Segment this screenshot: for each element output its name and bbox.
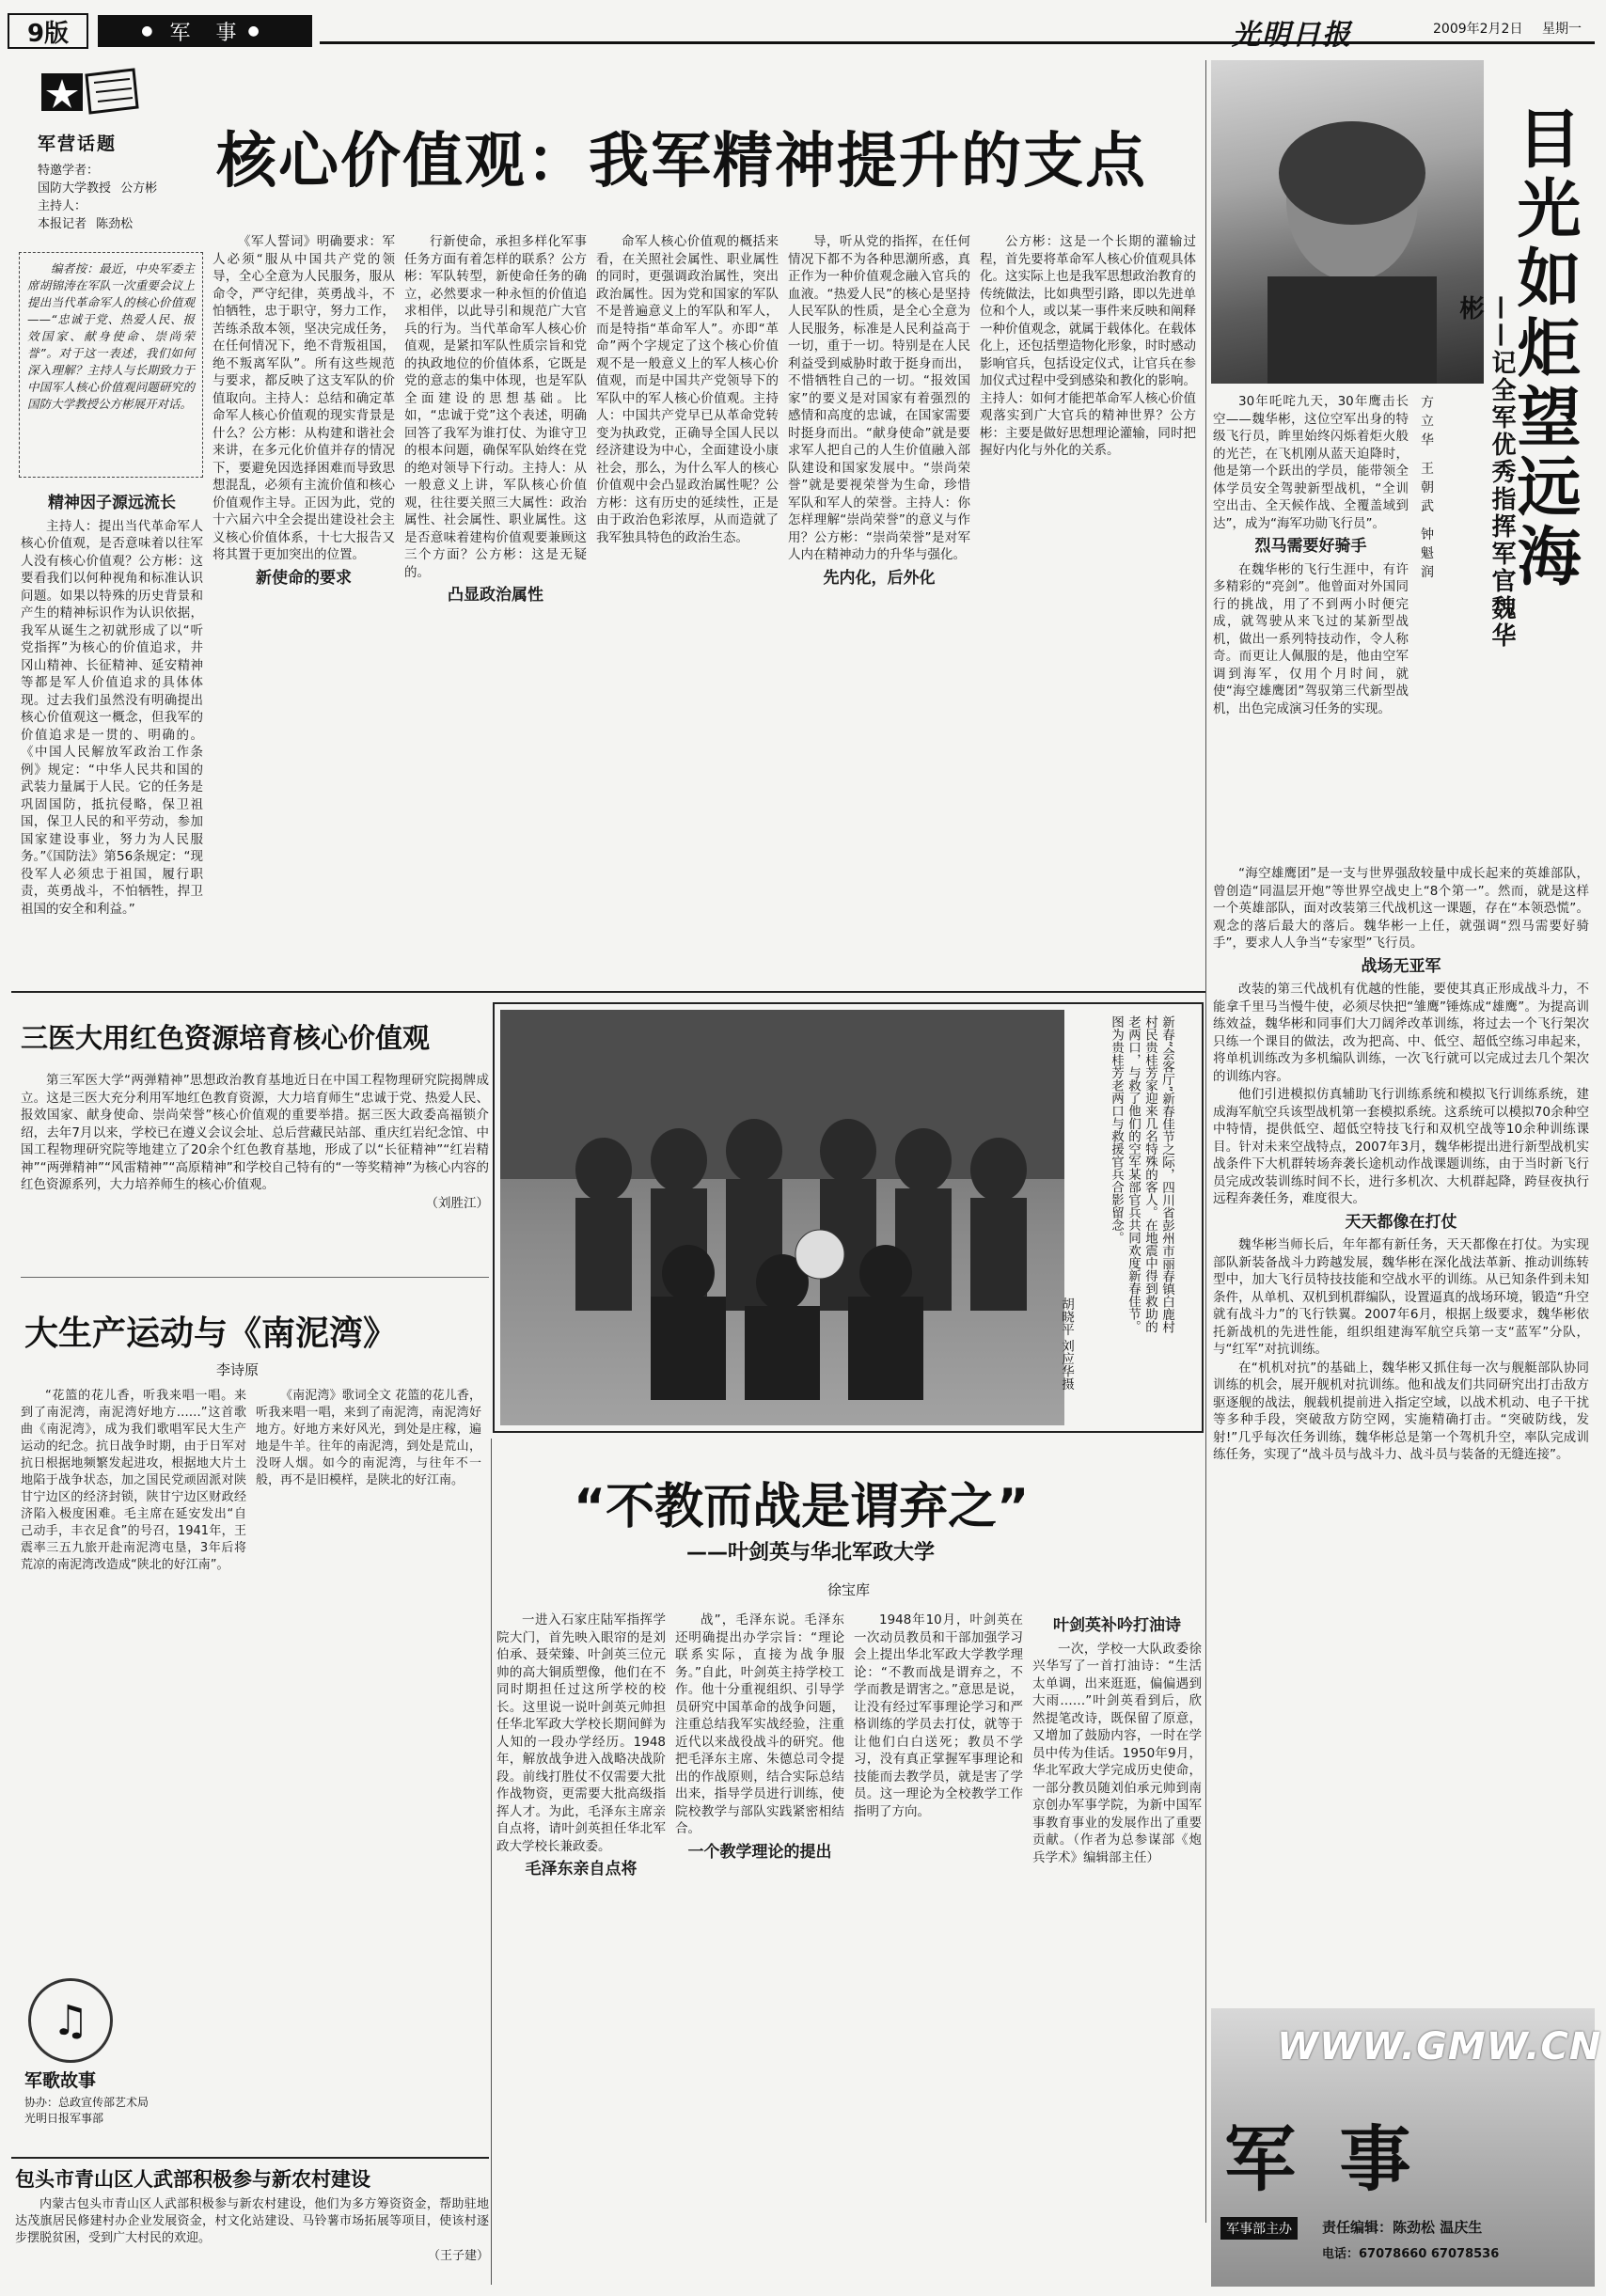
article-text-5: 导，听从党的指挥，在任何情况下都不为各种思潮所惑，真正作为一种价值观念融入官兵的血液。“热爱人民”的核心是坚持人民军队的性质，是全心全意为人民服务，标准是人民利益高于一切，重于一切。特别是在人民利益受到威胁时敢于挺身而出，不惜牺牲自己的一切。“报效国家”的要义是对国家有着强烈的感情和高度的忠诚，在国家需要时挺身而出。“献身使命”就是要求军人把自己的人生价值融入部队建设和国家发展中。“崇尚荣誉”就是要视荣誉为生命，珍惜军队和军人的荣誉。主持人：你怎样理解“崇尚荣誉”的意义与作用？公方彬：“崇尚荣誉”是对军人内在精神动力的升华与强化。 — [788, 234, 970, 562]
article-col-3 — [404, 233, 587, 987]
music-note-icon: ♫ — [52, 1996, 89, 2045]
abstract-box — [19, 252, 203, 478]
nanniwan-author: 李诗原 — [216, 1361, 260, 1378]
bottom-col-3: 1948年10月，叶剑英在一次动员教员和干部加强学习会上提出华北军政大学教学理论：“不教而战是谓弃之，不学而教是谓害之。”意思是说，让没有经过军事理论学习和严格训练的学员去打仗，就等于让他们白白送死；教员不学习，没有真正掌握军事理论和技能而去教学员，就是害了学员。这一理论为全校教学工作指明了方向。 — [854, 1612, 1023, 1819]
nanniwan-col-b: 《南泥湾》歌词全文 花篮的花儿香，听我来唱一唱，来到了南泥湾，南泥湾好地方。好地方来好风光，到处是庄稼，遍地是牛羊。往年的南泥湾，到处是荒山，没呀人烟。如今的南泥湾，与往年不一般，再不是旧模样，是陕北的好江南。 — [256, 1389, 481, 1487]
article-text-1: 主持人：提出当代革命军人核心价值观，是否意味着以往军人没有核心价值观？公方彬：这要看我们以何种视角和标准认识问题。如果以特殊的历史背景和产生的精神标识作为认识依据，我军从诞生之初就形成了以“听党指挥”为核心的价值追求，井冈山精神、长征精神、延安精神等都是军人价值追求的具体体现。过去我们虽然没有明确提出核心价值观这一概念，但我军的价值追求是一贯的、明确的。《中国人民解放军政治工作条例》规定：“中华人民共和国的武装力量属于人民。它的任务是巩固国防，抵抗侵略，保卫祖国，保卫人民的和平劳动，参加国家建设事业，努力为人民服务。”《国防法》第56条规定：“现役军人必须忠于祖国，履行职责，英勇战斗，不怕牺牲，捍卫祖国的安全和利益。” — [21, 518, 203, 917]
nanniwan-col-a: “花篮的花儿香，听我来唱一唱。来到了南泥湾，南泥湾好地方……”这首歌曲《南泥湾》，成为我们歌唱军民大生产运动的纪念。抗日战争时期，由于日军对抗日根据地频繁发起进攻，根据地大片土地陷于战争状态，加之国民党顽固派对陕甘宁边区的经济封锁，陕甘宁边区财政经济陷入极度困难。毛主席在延安发出“自己动手，丰衣足食”的号召，1941年，王震率三五九旅开赴南泥湾屯垦，3年后将荒凉的南泥湾改造成“陕北的好江南”。 — [21, 1389, 246, 1572]
divider-upper — [11, 991, 1205, 993]
song-story-label: 军歌故事 — [24, 2070, 97, 2091]
bottom-col-2: 战”，毛泽东说。毛泽东还明确提出办学宗旨：“理论联系实际，直接为战争服务。”自此，叶剑英主持学校工作。他十分重视组织、引导学员研究中国革命的战争问题，注重总结我军实战经验，注重近代以来战役战斗的研究。他把毛泽东主席、朱德总司令提出的作战原则，结合实际总结出来，指导学员进行训练，使院校教学与部队实践紧密相结合。 一个教学理论的提出 — [675, 1612, 844, 1862]
feature-col-a — [1213, 393, 1409, 863]
feature-sub1: 烈马需要好骑手 — [1254, 537, 1367, 556]
section-head-4: 先内化，后外化 — [823, 568, 936, 588]
feature-p7: 在“机机对抗”的基础上，魏华彬又抓住每一次与舰艇部队协同训练的机会，展开舰机对抗训练。他和战友们共同研究出打击敌方驱逐舰的战法，舰载机提前进入指定空域，以战术机动、电子干扰等多种手段，突破敌方防空网，实施精确打击。“突破防线，发射!”几乎每次任务训练，魏华彬总是第一个驾机升空，率队完成训练任务，实现了“战斗员与战斗力、战斗员与装备的无缝连接”。 — [1213, 1360, 1589, 1462]
article-col-4 — [596, 233, 779, 987]
song-story-credits: 协办：总政宣传部艺术局 光明日报军事部 — [24, 2096, 150, 2125]
divider-lower — [11, 2157, 489, 2159]
pilot-portrait-photo — [1211, 60, 1484, 384]
feature-p2: 在魏华彬的飞行生涯中，有许多精彩的“亮剑”。他曾面对外国同行的挑战，用了不到两小时便完成，就驾驶从来飞过的某新型战机，做出一系列特技动作，令人称奇。而更让人佩服的是，他由空军调到海军，仅用个月时间，就使“海空雄鹰团”驾驭第三代新型战机，出色完成演习任务的实现。 — [1213, 561, 1409, 716]
photo-credit: 胡晓平 刘应华摄 — [1059, 1297, 1074, 1391]
issue-date: 2009年2月2日 — [1433, 22, 1523, 37]
article-text-3: 行新使命，承担多样化军事任务方面有着怎样的联系？公方彬：军队转型，新使命任务的确立，必然要求一种永恒的价值追求相伴，以此导引和规范广大官兵的行为。当代革命军人核心价值观，是紧扣军队性质宗旨和党的执政地位的价值体系，它既是党的意志的集中体现，也是军队全面建设的思想基础。比如，“忠诚于党”这个表述，明确回答了我军为谁打仗、为谁守卫的根本问题，确保军队始终在党的绝对领导下行动。主持人：从一般意义上讲，军队核心价值观，往往要关照三大属性：政治属性、社会属性、职业属性。这是否意味着建构价值观要兼顾这三个方面？公方彬：这是无疑的。 — [404, 234, 587, 580]
feature-p4: 改装的第三代战机有优越的性能，要使其真正形成战斗力，不能拿千里马当慢牛使，必须尽快把“雏鹰”锤炼成“雄鹰”。为提高训练效益，魏华彬和同事们大刀阔斧改革训练，将过去一个飞行架次只练一个课目的做法，改为把高、中、低空、超低空练习串起来，将单机训练改为多机编队训练，一次飞行就可以完成过去几个架次的训练内容。 — [1213, 982, 1589, 1084]
editor-names: 责任编辑：陈劲松 温庆生 — [1322, 2219, 1483, 2236]
page-number-box — [8, 13, 88, 49]
issue-weekday: 星期一 — [1542, 22, 1582, 37]
red-resource-author: （刘胜江） — [425, 1195, 489, 1211]
bottom-sub1: 毛泽东亲自点将 — [525, 1860, 638, 1879]
site-url: WWW.GMW.CN — [1277, 2025, 1602, 2068]
bottom-sub2: 一个教学理论的提出 — [687, 1842, 832, 1862]
article-text-4: 命军人核心价值观的概括来看，在关照社会属性、职业属性的同时，更强调政治属性，突出政治属性。因为党和国家的军队不是普遍意义上的军队和军人，而是特指“革命军人”。亦即“革命”两个字规定了这个核心价值观不是一般意义上的军人核心价值观，而是中国共产党领导下的军队中的军人核心价值观。主持人：中国共产党早已从革命党转变为执政党，正确导全国人民以经济建设为中心，全面建设小康社会，那么，为什么军人的核心价值观中会凸显政治属性呢？公方彬：这有历史的延续性，正是由于政治色彩浓厚，从而造就了我军独具特色的政治生态。 — [596, 234, 779, 545]
article-col-2 — [213, 233, 395, 987]
feature-p3: “海空雄鹰团”是一支与世界强敌较量中成长起来的英雄部队，曾创造“同温层开炮”等世界空战史上“8个第一”。然而，就是这样一个英雄部队，面对改装第三代战机这一课题，存在“本领恐慌”。观念的落后最大的落后。魏华彬一上任，就强调“烈马需要好骑手”，要求人人争当“专家型”飞行员。 — [1213, 866, 1589, 951]
feature-p6: 魏华彬当师长后，年年都有新任务，天天都像在打仗。为实现部队新装备战斗力跨越发展，魏华彬在深化战法革新、推动训练转型中，加大飞行员特技技能和空战水平的训练。从已知条件到未知条件，从单机、双机到机群编队，设置逼真的战场环境，锻造“升空就有战斗力”的飞行铁翼。2007年6月，根据上级要求，魏华彬依托新战机的先进性能，组织组建海军航空兵第一支“蓝军”分队，与“红军”对抗训练。 — [1213, 1237, 1589, 1357]
article-col-6 — [980, 233, 1196, 987]
song-story-badge — [28, 1978, 113, 2063]
feature-authors: 方立华 王朝武 钟魁润 — [1419, 395, 1434, 584]
article-text-6: 公方彬：这是一个长期的灌输过程，首先要将革命军人核心价值观具体化。这实际上也是我军思想政治教育的传统做法，比如典型引路，即以先进单位和个人，或以某一事件来反映和阐释一种价值观念，就属于载体化。在载体化上，还包括塑造物化形象，时时感动影响官兵，包括设定仪式，让官兵在参加仪式过程中受到感染和教化的影响。主持人：如何才能把革命军人核心价值观落实到广大官兵的精神世界？公方彬：主要是做好思想理论灌输，同时把握好内化与外化的关系。 — [980, 234, 1196, 458]
feature-title: 目光如炬望远海 — [1506, 105, 1581, 592]
column-divider — [1205, 60, 1206, 2223]
section-head-2: 新使命的要求 — [256, 568, 352, 588]
section-name: 军 事 — [169, 21, 246, 45]
red-resource-title: 三医大用红色资源培育核心价值观 — [21, 1022, 431, 1054]
brand-block — [1211, 2008, 1602, 2287]
bottom-article-title: “不教而战是谓弃之” — [574, 1479, 1030, 1535]
article-text-2: 《军人誓词》明确要求：军人必须“服从中国共产党的领导，全心全意为人民服务，服从命令，严守纪律，英勇战斗，不怕牺牲，忠于职守，努力工作，苦练杀敌本领，坚决完成任务，在任何情况下，绝不背叛祖国，绝不叛离军队”。所有这些规范与要求，都反映了这支军队的价值取向。主持人：总结和确定革命军人核心价值观的现实背景是什么？公方彬：从构建和谐社会来讲，在多元化价值并存的情况下，要避免因选择困难而导致思想混乱，必须有主流价值和核心价值观作主导。正因为此，党的十六届六中全会提出建设社会主义核心价值体系，十七大报告又将其置于更加突出的位置。 — [213, 234, 395, 562]
bottom-article-author: 徐宝库 — [827, 1581, 871, 1598]
group-photo — [500, 1010, 1064, 1425]
left-col-divider — [491, 1439, 492, 2285]
editor-label: 军事部主办 — [1220, 2217, 1298, 2240]
masthead-logo: 光明日报 — [1232, 19, 1352, 52]
brand-section: 军 事 — [1224, 2117, 1421, 2201]
editor-phone: 电话：67078660 67078536 — [1322, 2247, 1500, 2261]
star-flag-icon — [39, 66, 143, 124]
header-rule — [320, 41, 1595, 44]
feature-col-b — [1213, 865, 1589, 1805]
bottom-col-1: 一进入石家庄陆军指挥学院大门，首先映入眼帘的是刘伯承、聂荣臻、叶剑英三位元帅的高大铜质塑像，他们在不同时期担任过这所学校的校长。这里说一说叶剑英元帅担任华北军政大学校长期间鲜为人知的一段办学经历。1948年，解放战争进入战略决战阶段。前线打胜仗不仅需要大批作战物资，更需要大批高级指挥人才。为此，毛泽东主席亲自点将，请叶剑英担任华北军政大学校长兼政委。 毛泽东亲自点将 — [496, 1612, 666, 1879]
feature-p1: 30年吒咤九天，30年鹰击长空——魏华彬，这位空军出身的特级飞行员，眸里始终闪烁着炬火般的光芒，在飞机刚从蓝天迫降时，他是第一个跃出的学员，能带领全体学员安全驾驶新型战机，“全训空出击、全天候作战、全覆盖域到达”，成为“海军功勋飞行员”。 — [1213, 394, 1409, 531]
bottom-article-subtitle: ——叶剑英与华北军政大学 — [686, 1541, 936, 1565]
section-head-3: 凸显政治属性 — [448, 586, 543, 605]
feature-p5: 他们引进模拟仿真辅助飞行训练系统和模拟飞行训练系统，建成海军航空兵该型战机第一套模拟系统。这系统可以模拟70余种空中特情，提供低空、超低空特技飞行和双机空战等10余种训练课目。针对未来空战特点，2007年3月，魏华彬提出进行新型战机实战条件下大机群转场奔袭长途机动作战课题训练，由于当时新飞行员完成改装训练时间不长，进行多机次、大机群起降，跨昼夜执行远程奔袭任务，难度很大。 — [1213, 1087, 1589, 1206]
baotou-author: （王子建） — [427, 2249, 489, 2263]
feature-sub2: 战场无亚军 — [1361, 956, 1441, 976]
divider-red — [21, 1277, 489, 1278]
baotou-body: 内蒙古包头市青山区人武部积极参与新农村建设，他们为多方筹资资金，帮助驻地达茂旗居民修建村办企业发展资金，村文化站建设、马铃薯市场拓展等项目，使该村逐步摆脱贫困，受到广大村民的欢迎。 （王子建） — [15, 2197, 489, 2263]
talk-column-logo — [39, 66, 143, 124]
red-resource-body: 第三军医大学“两弹精神”思想政治教育基地近日在中国工程物理研究院揭牌成立。这是三医大充分利用军地红色教育资源，大力培育师生“忠诚于党、热爱人民、报效国家、献身使命、崇尚荣誉”核心价值观的重要举措。据三医大政委高福锁介绍，去年7月以来，学校已在遵义会议会址、总后营藏民站部、重庆红岩纪念馆、中国工程物理研究院等地建立了20余个红色教育基地，形成了以“长征精神”“红岩精神”“两弹精神”“风雷精神”“高原精神”和学校自己特有的“一等奖精神”为核心内容的红色资源系列，大力培养师生的核心价值观。 （刘胜江） — [21, 1073, 489, 1211]
baotou-title: 包头市青山区人武部积极参与新农村建设 — [15, 2168, 370, 2191]
editor-note: 编者按：最近，中央军委主席胡锦涛在军队一次重要会议上提出当代革命军人的核心价值观——“忠诚于党、热爱人民、报效国家、献身使命、崇尚荣誉”。对于这一表述，我们如何深入理解？主持人与长期致力于中国军人核心价值观问题研究的国防大学教授公方彬展开对话。 — [27, 261, 195, 411]
page-number: 9版 — [26, 19, 70, 48]
talk-column-label: 军营话题 — [38, 134, 118, 154]
article-col-5 — [788, 233, 970, 987]
section-head-1: 精神因子源远流长 — [48, 494, 176, 512]
article-col-1 — [21, 489, 203, 987]
main-headline: 核心价值观：我军精神提升的支点 — [216, 127, 1147, 197]
bottom-sub3: 叶剑英补吟打油诗 — [1053, 1616, 1181, 1635]
bottom-col-4: 叶剑英补吟打油诗 一次，学校一大队政委徐兴华写了一首打油诗：“生活太单调，出来逛逛，偏偏遇到大雨……”叶剑英看到后，欣然提笔改诗，既保留了原意，又增加了鼓励内容，一时在学员中传为佳话。1950年9月，华北军政大学完成历史使命，一部分教员随刘伯承元帅到南京创办军事学院，为新中国军事教育事业的发展作出了重要贡献。（作者为总参谋部《炮兵学术》编辑部主任） — [1032, 1616, 1202, 1865]
feature-subtitle: ——记全军优秀指挥军官魏华彬 — [1456, 295, 1516, 650]
talk-guest: 特邀学者： 国防大学教授 公方彬 主持人： 本报记者 陈劲松 — [38, 164, 158, 231]
feature-sub3: 天天都像在打仗 — [1345, 1212, 1457, 1232]
nanniwan-title: 大生产运动与《南泥湾》 — [24, 1314, 398, 1353]
photo-caption: 新春“会客厅”新春佳节之际，四川省彭州市丽春镇白鹿村村民贵桂芳家迎来几名特殊的客人。在地震中得到救助的老两口，与救了他们的空军某部官兵共同欢度新春佳节。图为贵桂芳老两口与救援官兵合影留念。 — [1109, 1015, 1174, 1333]
section-tag: ● 军 事 ● — [98, 15, 312, 47]
